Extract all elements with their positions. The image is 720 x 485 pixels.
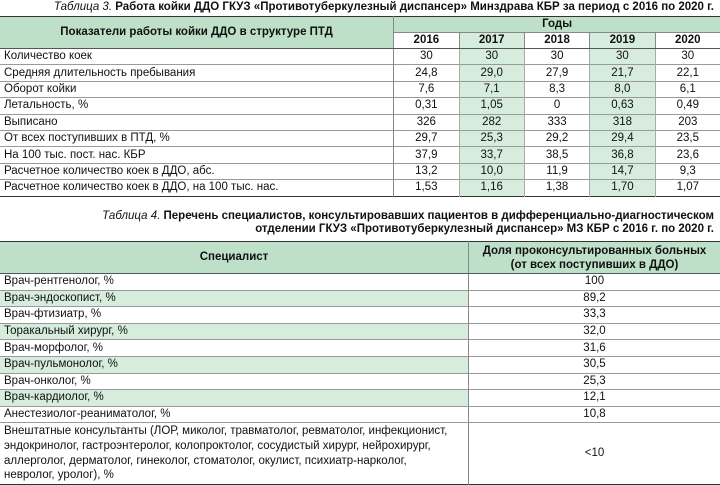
indicator-value-2018: 30 <box>524 49 589 65</box>
specialist-name: Врач-онколог, % <box>0 373 469 390</box>
indicator-name: Расчетное количество коек в ДДО, абс. <box>0 163 394 179</box>
specialist-name: Анестезиолог-реаниматолог, % <box>0 406 469 423</box>
specialist-name: Врач-эндоскопист, % <box>0 290 469 307</box>
indicator-name: На 100 тыс. пост. нас. КБР <box>0 147 394 163</box>
table4-caption-title-line1: Перечень специалистов, консультировавших пациентов в дифференциально-диагностическом <box>160 210 714 222</box>
external-consultants-line1: Внештатные консультанты (ЛОР, миколог, травматолог, ревматолог, инфекционист, <box>4 424 464 439</box>
indicator-value-2018: 1,38 <box>524 180 589 196</box>
specialist-share: 30,5 <box>469 356 720 373</box>
indicator-value-2016: 30 <box>394 49 459 65</box>
indicator-value-2016: 24,8 <box>394 65 459 81</box>
indicator-value-2019: 318 <box>590 114 655 130</box>
indicator-value-2016: 1,53 <box>394 180 459 196</box>
table4-caption-title-line2: отделении ГКУЗ «Противотуберкулезный диспансер» МЗ КБР с 2016 г. по 2020 г. <box>0 223 714 236</box>
indicator-value-2020: 23,5 <box>655 130 720 146</box>
table-row <box>0 114 720 130</box>
table-row <box>0 180 720 196</box>
table3-year-2018: 2018 <box>524 33 589 49</box>
table-row <box>0 340 720 357</box>
indicator-value-2018: 38,5 <box>524 147 589 163</box>
table-row <box>0 49 720 65</box>
indicator-value-2020: 1,07 <box>655 180 720 196</box>
table4-header-share <box>469 242 720 274</box>
specialist-share: 12,1 <box>469 390 720 407</box>
indicator-value-2019: 14,7 <box>590 163 655 179</box>
specialist-name: Врач-пульмонолог, % <box>0 356 469 373</box>
indicator-value-2017: 30 <box>459 49 524 65</box>
indicator-name: Оборот койки <box>0 81 394 97</box>
table3 <box>0 16 720 197</box>
indicator-name: Средняя длительность пребывания <box>0 65 394 81</box>
specialist-share: 89,2 <box>469 290 720 307</box>
indicator-value-2018: 11,9 <box>524 163 589 179</box>
table3-year-2017: 2017 <box>459 33 524 49</box>
table-row <box>0 274 720 291</box>
indicator-value-2017: 1,05 <box>459 98 524 114</box>
table-row <box>0 130 720 146</box>
indicator-value-2016: 0,31 <box>394 98 459 114</box>
indicator-value-2018: 29,2 <box>524 130 589 146</box>
indicator-value-2018: 27,9 <box>524 65 589 81</box>
indicator-name: Летальность, % <box>0 98 394 114</box>
specialist-share: 32,0 <box>469 323 720 340</box>
table-row <box>0 65 720 81</box>
indicator-value-2020: 6,1 <box>655 81 720 97</box>
indicator-value-2020: 0,49 <box>655 98 720 114</box>
indicator-value-2016: 326 <box>394 114 459 130</box>
indicator-value-2020: 9,3 <box>655 163 720 179</box>
indicator-value-2020: 23,6 <box>655 147 720 163</box>
indicator-value-2016: 29,7 <box>394 130 459 146</box>
table-row <box>0 163 720 179</box>
indicator-value-2017: 10,0 <box>459 163 524 179</box>
indicator-value-2020: 203 <box>655 114 720 130</box>
specialist-share: 33,3 <box>469 307 720 324</box>
table3-caption <box>0 1 720 14</box>
specialist-share: 25,3 <box>469 373 720 390</box>
indicator-value-2019: 1,70 <box>590 180 655 196</box>
indicator-value-2018: 0 <box>524 98 589 114</box>
table-row <box>0 147 720 163</box>
table4-caption <box>0 210 720 236</box>
indicator-name: Расчетное количество коек в ДДО, на 100 тыс. нас. <box>0 180 394 196</box>
table3-year-2019: 2019 <box>590 33 655 49</box>
indicator-value-2017: 1,16 <box>459 180 524 196</box>
indicator-value-2020: 30 <box>655 49 720 65</box>
table4-header-share-line1: Доля проконсультированных больных <box>473 244 716 258</box>
table-row <box>0 356 720 373</box>
external-consultants-share: <10 <box>469 423 720 484</box>
indicator-value-2017: 282 <box>459 114 524 130</box>
table-row <box>0 98 720 114</box>
table-row <box>0 290 720 307</box>
specialist-share: 10,8 <box>469 406 720 423</box>
indicator-value-2016: 7,6 <box>394 81 459 97</box>
specialist-name: Торакальный хирург, % <box>0 323 469 340</box>
table3-year-2020: 2020 <box>655 33 720 49</box>
indicator-value-2018: 333 <box>524 114 589 130</box>
table-row-external-consultants <box>0 423 720 484</box>
table3-header-indicators: Показатели работы койки ДДО в структуре ПТД <box>0 17 394 49</box>
table-row <box>0 323 720 340</box>
specialist-name: Врач-кардиолог, % <box>0 390 469 407</box>
indicator-value-2019: 30 <box>590 49 655 65</box>
indicator-value-2017: 25,3 <box>459 130 524 146</box>
table4-caption-label: Таблица 4. <box>102 210 160 222</box>
table-row <box>0 390 720 407</box>
indicator-value-2019: 21,7 <box>590 65 655 81</box>
table4-header-specialist: Специалист <box>0 242 469 274</box>
specialist-share: 31,6 <box>469 340 720 357</box>
specialist-share: 100 <box>469 274 720 291</box>
indicator-value-2016: 37,9 <box>394 147 459 163</box>
specialist-name: Врач-рентгенолог, % <box>0 274 469 291</box>
specialist-name: Врач-морфолог, % <box>0 340 469 357</box>
table4-header-share-line2: (от всех поступивших в ДДО) <box>473 258 716 272</box>
table-row <box>0 373 720 390</box>
table-row <box>0 81 720 97</box>
indicator-value-2019: 29,4 <box>590 130 655 146</box>
indicator-value-2020: 22,1 <box>655 65 720 81</box>
external-consultants-line2: эндокринолог, гастроэнтеролог, колопроктолог, сосудистый хирург, нейрохирург, <box>4 439 464 454</box>
indicator-value-2016: 13,2 <box>394 163 459 179</box>
indicator-value-2019: 36,8 <box>590 147 655 163</box>
indicator-value-2019: 0,63 <box>590 98 655 114</box>
table3-caption-title: Работа койки ДДО ГКУЗ «Противотуберкулезный диспансер» Минздрава КБР за период с 2016 по 2020 г. <box>112 1 714 13</box>
external-consultants-line4: невролог, уролог), % <box>4 468 464 483</box>
indicator-name: Количество коек <box>0 49 394 65</box>
indicator-value-2017: 7,1 <box>459 81 524 97</box>
table3-year-2016: 2016 <box>394 33 459 49</box>
indicator-value-2019: 8,0 <box>590 81 655 97</box>
external-consultants-name <box>0 423 469 484</box>
indicator-value-2018: 8,3 <box>524 81 589 97</box>
indicator-name: Выписано <box>0 114 394 130</box>
specialist-name: Врач-фтизиатр, % <box>0 307 469 324</box>
table3-caption-label: Таблица 3. <box>54 1 112 13</box>
indicator-name: От всех поступивших в ПТД, % <box>0 130 394 146</box>
table3-header-years: Годы <box>394 17 720 33</box>
indicator-value-2017: 33,7 <box>459 147 524 163</box>
table-row <box>0 307 720 324</box>
external-consultants-line3: аллерголог, дерматолог, гинеколог, стоматолог, окулист, психиатр-нарколог, <box>4 454 464 469</box>
indicator-value-2017: 29,0 <box>459 65 524 81</box>
table4 <box>0 241 720 485</box>
table-row <box>0 406 720 423</box>
